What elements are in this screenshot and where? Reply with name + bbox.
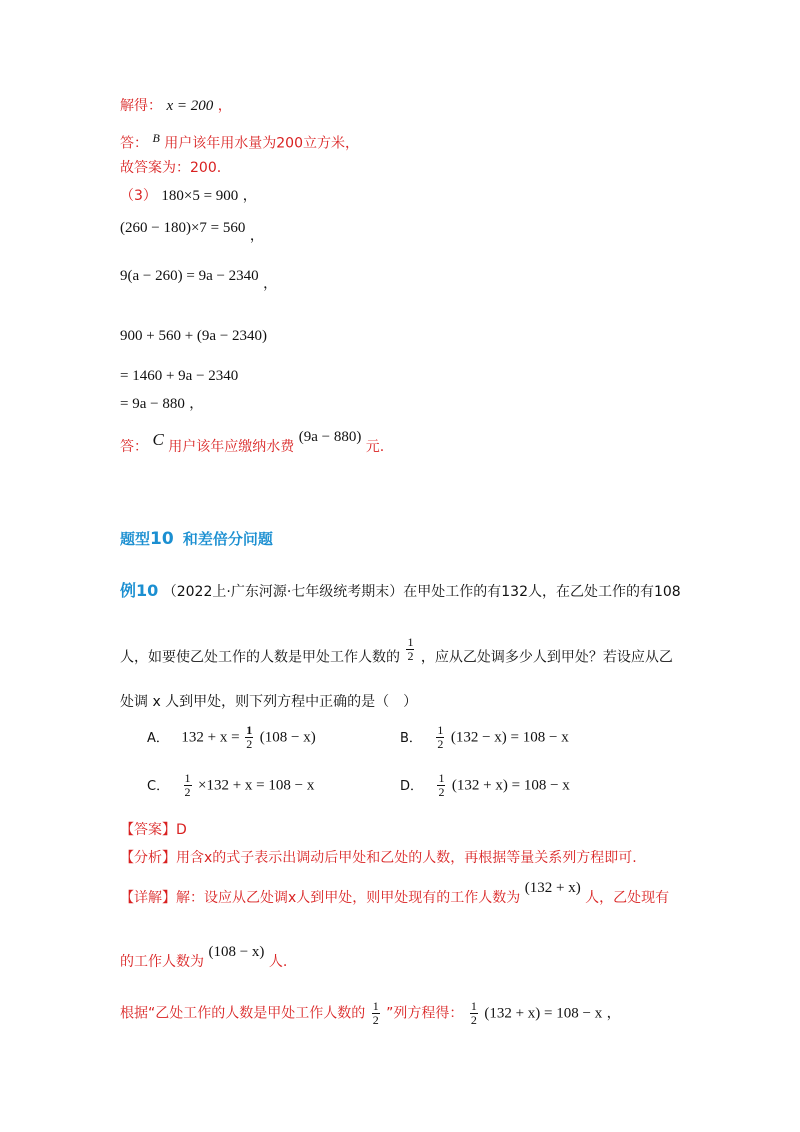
detail-d: 人. <box>268 954 288 970</box>
calc-1: 180×5 = 900 <box>161 188 239 204</box>
example-half-den: 2 <box>407 649 414 663</box>
option-a-post: (108 − x) <box>259 729 316 746</box>
example-line1 <box>120 581 681 602</box>
part3-answer-expr: (9a − 880) <box>298 429 362 445</box>
final-fn2: 1 <box>470 999 477 1013</box>
option-a-frac <box>245 724 253 751</box>
final-fd2: 2 <box>470 1013 477 1027</box>
final-frac1 <box>372 1000 380 1027</box>
example-label: 例 <box>120 581 137 600</box>
final-tail: ， <box>606 1005 621 1022</box>
part3-answer-unit: 元. <box>365 439 385 455</box>
section-title <box>120 528 273 549</box>
section-title-a: 题型 <box>120 530 151 548</box>
answer-tag: 【答案】D <box>120 822 187 838</box>
part2-answer-line <box>120 128 359 154</box>
example-half-num: 1 <box>407 635 414 649</box>
option-b-fn: 1 <box>437 723 444 737</box>
solve-label: 解得： <box>120 98 162 114</box>
option-b-fd: 2 <box>437 737 444 751</box>
example-line2-b: ，应从乙处调多少人到甲处？若设应从乙 <box>420 649 673 666</box>
option-d[interactable] <box>400 772 570 799</box>
analysis-tag: 【分析】用含x的式子表示出调动后甲处和乙处的人数，再根据等量关系列方程即可. <box>120 850 637 866</box>
part3-answer-prefix: 答： <box>120 439 148 455</box>
final-fn: 1 <box>372 999 379 1013</box>
detail-a: 【详解】解：设应从乙处调x人到甲处，则甲处现有的工作人数为 <box>120 890 521 906</box>
option-d-letter: D． <box>400 778 424 794</box>
option-a-fd: 2 <box>246 737 253 751</box>
calc-2: (260 − 180)×7 = 560 <box>120 220 246 236</box>
part3-line6 <box>120 394 203 414</box>
option-c-post: ×132 + x = 108 − x <box>197 777 315 794</box>
option-c[interactable] <box>147 772 314 799</box>
section-title-num: 10 <box>150 529 174 549</box>
option-c-fd: 2 <box>184 785 191 799</box>
section-title-b: 和差倍分问题 <box>182 530 273 548</box>
option-d-fn: 1 <box>438 771 445 785</box>
detail-line2 <box>120 944 288 972</box>
option-b-letter: B． <box>400 730 422 746</box>
solve-expr: x = 200 <box>166 98 214 114</box>
answer-text: 用户该年用水量为200立方米， <box>164 135 359 152</box>
option-d-frac <box>437 772 445 799</box>
final-line <box>120 1000 621 1027</box>
fill-answer: 故答案为：200. <box>120 160 222 176</box>
part3-answer-line <box>120 429 385 457</box>
part3-line1 <box>120 186 257 206</box>
option-c-fn: 1 <box>184 771 191 785</box>
option-a-fn: 1 <box>246 723 253 737</box>
calc-6-tail: ， <box>189 396 204 412</box>
detail-b: 人，乙处现有 <box>585 890 670 906</box>
option-d-post: (132 + x) = 108 − x <box>451 777 570 794</box>
calc-3: 9(a − 260) = 9a − 2340 <box>120 268 259 284</box>
answer-prefix: 答： <box>120 135 148 152</box>
calc-2-tail: ， <box>249 228 264 244</box>
final-eq: (132 + x) = 108 − x <box>484 1005 603 1022</box>
detail-expr1: (132 + x) <box>524 880 581 896</box>
option-b-frac <box>436 724 444 751</box>
example-num: 10 <box>136 581 159 600</box>
calc-1-tail: ， <box>242 188 257 204</box>
part3-line2 <box>120 218 264 244</box>
calc-4: 900 + 560 + (9a − 2340) <box>120 328 268 344</box>
detail-line1 <box>120 880 670 908</box>
final-fd: 2 <box>372 1013 379 1027</box>
option-b-post: (132 − x) = 108 − x <box>450 729 569 746</box>
detail-c: 的工作人数为 <box>120 954 204 970</box>
calc-6: = 9a − 880 <box>120 396 185 412</box>
option-a-pre: 132 + x = <box>181 729 244 746</box>
option-a-letter: A． <box>147 730 169 746</box>
final-a: 根据“乙处工作的人数是甲处工作人数的 <box>120 1005 366 1022</box>
example-line3: 处调 x 人到甲处，则下列方程中正确的是（ ） <box>120 694 418 710</box>
part3-label: （3） <box>120 188 157 204</box>
option-c-letter: C． <box>147 778 170 794</box>
option-a[interactable] <box>147 724 316 751</box>
detail-expr2: (108 − x) <box>208 944 265 960</box>
solve-line <box>120 96 232 116</box>
example-line2-a: 人，如要使乙处工作的人数是甲处工作人数的 <box>120 649 400 666</box>
calc-5: = 1460 + 9a − 2340 <box>120 368 239 384</box>
part3-line3 <box>120 266 278 292</box>
option-b[interactable] <box>400 724 569 751</box>
example-source: （2022上·广东河源·七年级统考期末）在甲处工作的有132人，在乙处工作的有108 <box>162 584 681 600</box>
option-c-frac <box>184 772 192 799</box>
option-d-fd: 2 <box>438 785 445 799</box>
example-line2 <box>120 635 673 671</box>
example-half <box>406 636 414 663</box>
final-frac2 <box>470 1000 478 1027</box>
part3-answer-var: C <box>152 430 164 449</box>
final-b: ”列方程得： <box>386 1005 464 1022</box>
solve-tail: ， <box>217 98 232 114</box>
part3-answer-text: 用户该年应缴纳水费 <box>168 439 295 455</box>
answer-var: B <box>152 131 160 145</box>
calc-3-tail: ， <box>263 276 278 292</box>
